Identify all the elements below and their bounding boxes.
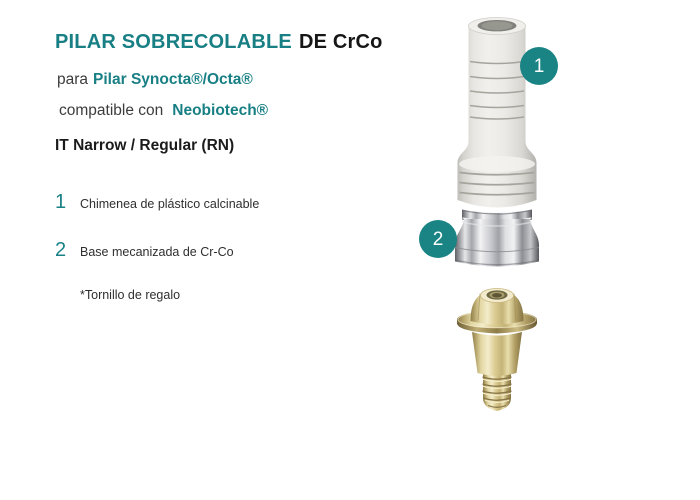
- subtitle-compatible-brand: Neobiotech®: [172, 102, 269, 119]
- subtitle-for: [57, 71, 253, 89]
- abutment-body: [472, 332, 522, 376]
- page-title-highlight: PILAR SOBRECOLABLE: [55, 31, 292, 53]
- legend-item-2: [55, 240, 234, 260]
- subtitle-for-prefix: para: [57, 71, 89, 88]
- variant-label: IT Narrow / Regular (RN): [55, 137, 235, 154]
- legend-item-2-number: 2: [55, 239, 67, 261]
- page-title-rest: DE CrCo: [298, 31, 383, 53]
- gold-abutment-illustration: [457, 289, 537, 412]
- chimney-opening-inner: [482, 21, 513, 30]
- chimney-body: [458, 18, 537, 208]
- plastic-chimney-illustration: [458, 18, 537, 208]
- badge-1-number: 1: [533, 56, 545, 77]
- gift-screw-note: *Tornillo de regalo: [80, 288, 181, 302]
- subtitle-compatible: [59, 102, 268, 120]
- chimney-shoulder-highlight: [459, 156, 535, 172]
- badge-2-number: 2: [432, 229, 444, 250]
- legend-item-1: [55, 192, 259, 212]
- callout-badge-1: [520, 47, 558, 85]
- machined-base-illustration: [455, 210, 539, 267]
- abutment-opening-center: [492, 293, 502, 297]
- subtitle-compatible-prefix: compatible con: [59, 102, 164, 119]
- legend-item-1-number: 1: [55, 191, 67, 213]
- legend-item-2-label: Base mecanizada de Cr-Co: [80, 245, 234, 259]
- callout-badge-2: [419, 220, 457, 258]
- subtitle-for-product: Pilar Synocta®/Octa®: [93, 71, 253, 88]
- product-illustration-svg: [410, 0, 600, 430]
- legend-item-1-label: Chimenea de plástico calcinable: [80, 197, 260, 211]
- product-illustration: [410, 0, 600, 430]
- page-title: [55, 31, 383, 54]
